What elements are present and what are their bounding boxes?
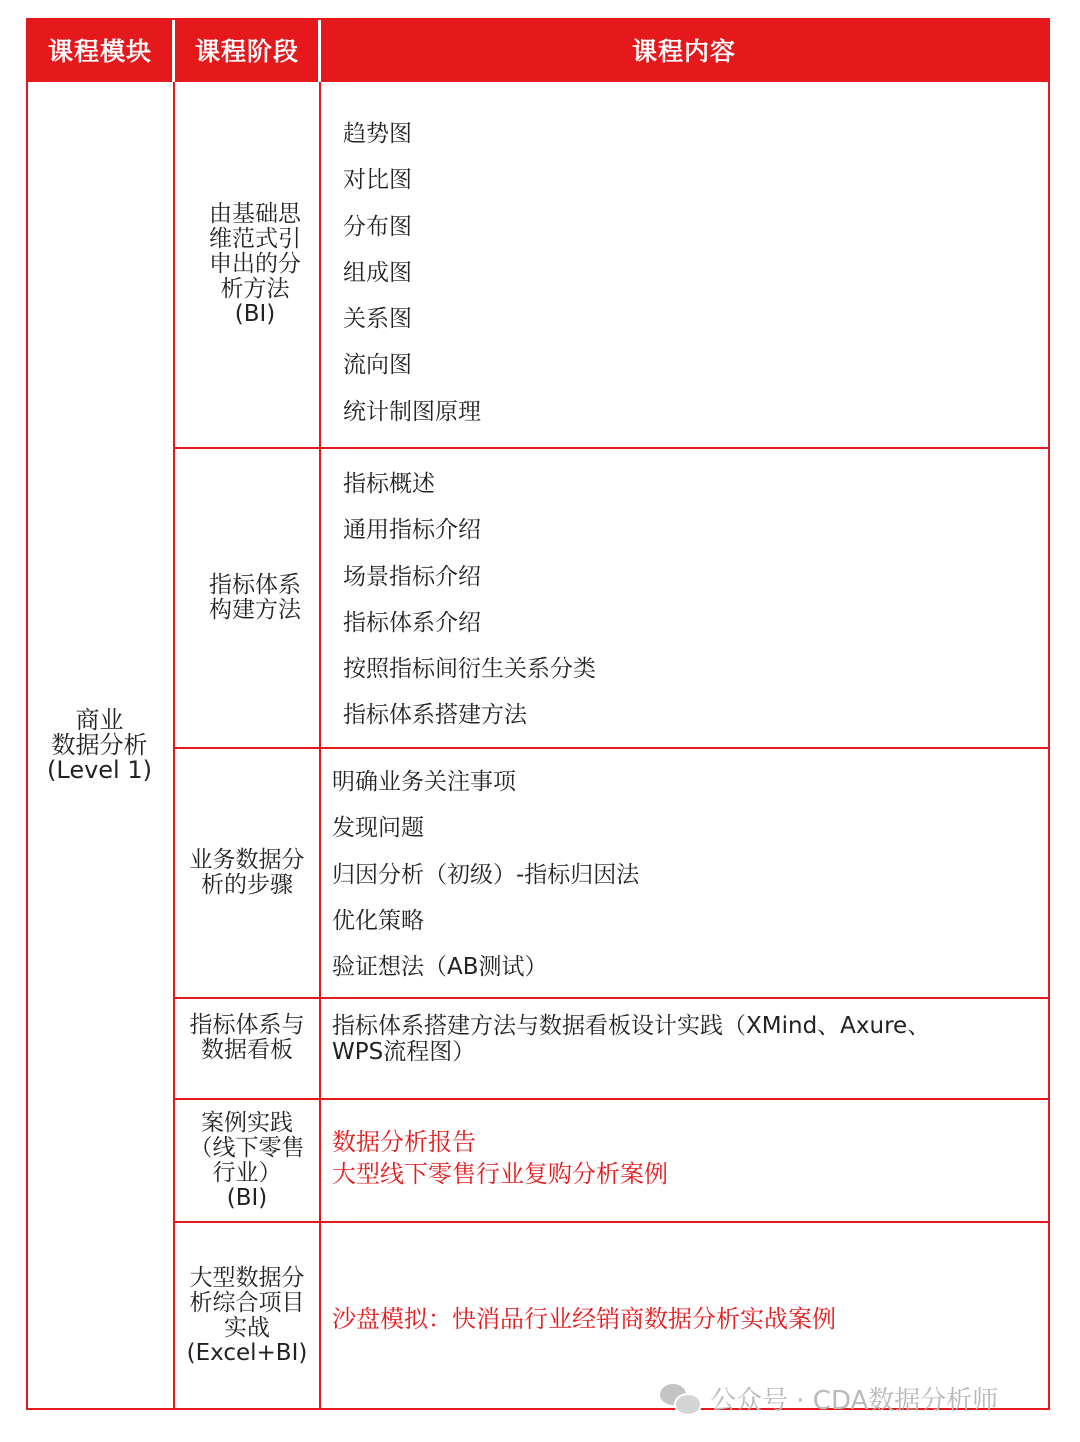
module-cell xyxy=(26,82,173,1408)
stage-label-line: （线下零售 xyxy=(189,1134,305,1161)
stage-label-line: 析的步骤 xyxy=(201,872,293,898)
list-item: 优化策略 xyxy=(332,907,424,934)
stage-label-line: 指标体系 xyxy=(209,572,301,598)
wechat-icon xyxy=(660,1382,700,1414)
header-stage-label: 课程阶段 xyxy=(194,37,299,66)
stage-label-line: 析综合项目 xyxy=(189,1289,305,1316)
list-item: 通用指标介绍 xyxy=(343,517,481,544)
stage-label-line: 案例实践 xyxy=(201,1109,293,1136)
stage-cell xyxy=(175,1223,319,1408)
header-divider xyxy=(318,18,321,82)
stage-label-line: 构建方法 xyxy=(209,597,301,623)
list-item: 分布图 xyxy=(343,213,412,240)
header-content-label: 课程内容 xyxy=(631,37,736,66)
list-item: 对比图 xyxy=(343,167,412,194)
watermark xyxy=(660,1378,998,1418)
header-divider xyxy=(172,18,175,82)
stage-cell xyxy=(175,1100,319,1221)
list-item: 关系图 xyxy=(343,306,412,333)
list-item: 发现问题 xyxy=(332,815,424,842)
list-item: 按照指标间衍生关系分类 xyxy=(343,656,596,683)
module-label-line: 数据分析 xyxy=(51,730,148,759)
stage-label-line: 业务数据分 xyxy=(189,847,305,873)
course-table xyxy=(26,18,1048,1408)
highlight-text xyxy=(332,1303,1032,1335)
content-list xyxy=(343,111,481,435)
header-stage xyxy=(174,18,320,82)
stage-label-line: 由基础思 xyxy=(209,201,301,227)
module-label-line: 商业 xyxy=(75,705,124,734)
stage-label-line: (Excel+BI) xyxy=(186,1339,308,1366)
stage-label-line: 行业） xyxy=(212,1159,282,1186)
header-module-label: 课程模块 xyxy=(47,37,152,66)
list-item: 验证想法（AB测试） xyxy=(332,954,548,981)
stage-cell xyxy=(175,449,335,747)
stage-label-line: 析方法 xyxy=(220,276,290,302)
list-item: 流向图 xyxy=(343,352,412,379)
highlight-text xyxy=(332,1126,1032,1190)
stage-label-line: 实战 xyxy=(224,1314,270,1341)
list-item: 趋势图 xyxy=(343,121,412,147)
header-module xyxy=(26,18,174,82)
header-content xyxy=(320,18,1048,82)
module-label-line: (Level 1) xyxy=(47,755,152,784)
list-item: 统计制图原理 xyxy=(343,398,481,425)
content-list xyxy=(343,461,596,739)
stage-cell xyxy=(175,82,335,447)
list-item: 归因分析（初级）-指标归因法 xyxy=(332,861,640,888)
stage-cell xyxy=(175,999,319,1098)
stage-label-line: 大型数据分 xyxy=(189,1264,305,1291)
stage-label-line: 数据看板 xyxy=(201,1037,293,1063)
highlight-line: 沙盘模拟：快消品行业经销商数据分析实战案例 xyxy=(332,1305,836,1333)
stage-label-line: 维范式引 xyxy=(209,226,301,252)
highlight-line: 数据分析报告 xyxy=(332,1128,476,1156)
stage-cell xyxy=(175,749,319,997)
watermark-text: 公众号 · CDA数据分析师 xyxy=(710,1385,999,1416)
list-item: 场景指标介绍 xyxy=(343,563,481,590)
content-line: WPS流程图） xyxy=(332,1039,476,1065)
list-item: 明确业务关注事项 xyxy=(332,769,516,795)
content-list xyxy=(332,759,639,990)
list-item: 组成图 xyxy=(343,259,412,286)
content-text xyxy=(332,1013,1032,1065)
list-item: 指标体系介绍 xyxy=(343,609,481,636)
stage-label-line: 指标体系与 xyxy=(189,1012,305,1038)
list-item: 指标概述 xyxy=(343,471,435,497)
highlight-line: 大型线下零售行业复购分析案例 xyxy=(332,1160,668,1188)
list-item: 指标体系搭建方法 xyxy=(343,702,527,729)
content-line: 指标体系搭建方法与数据看板设计实践（XMind、Axure、 xyxy=(332,1013,931,1039)
stage-label-line: (BI) xyxy=(226,1184,268,1211)
stage-label-line: 申出的分 xyxy=(209,251,301,277)
stage-label-line: (BI) xyxy=(234,301,276,327)
